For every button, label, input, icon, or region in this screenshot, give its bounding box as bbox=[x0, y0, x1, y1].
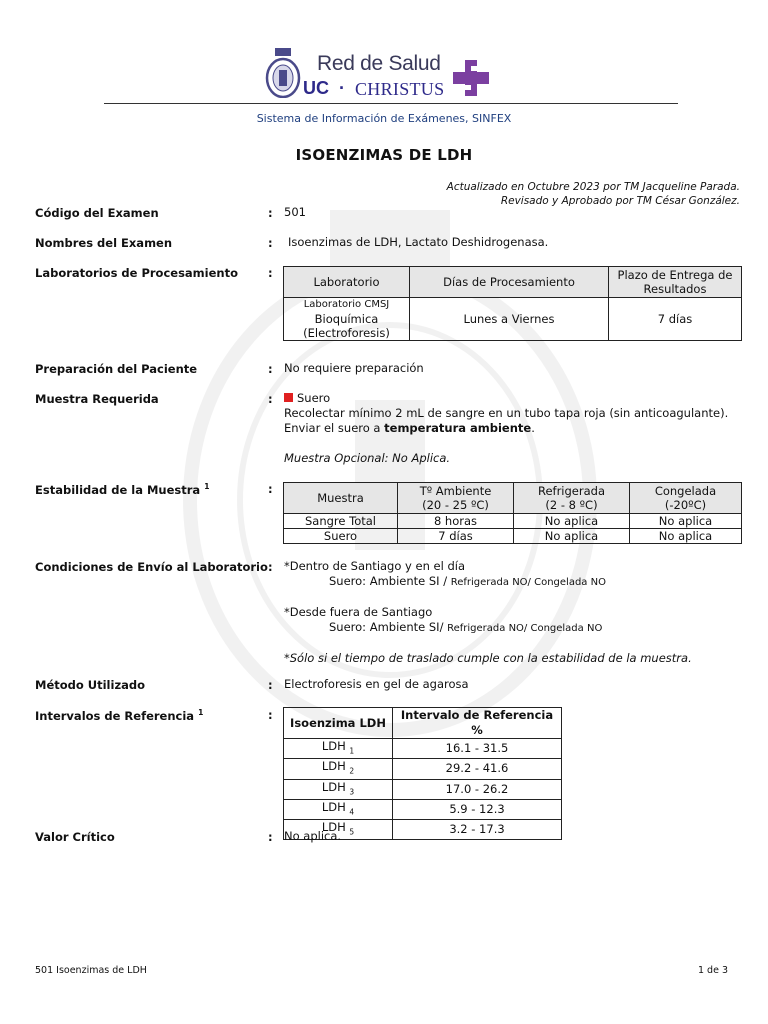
muestra-value bbox=[284, 391, 728, 466]
colon: : bbox=[268, 392, 273, 406]
lab-method: (Electroforesis) bbox=[303, 326, 390, 340]
update-info bbox=[447, 180, 740, 208]
system-name: Sistema de Información de Exámenes, SINFEX bbox=[256, 112, 512, 125]
logo-christus: CHRISTUS bbox=[355, 79, 445, 99]
lab-header-plazo: Plazo de Entrega de Resultados bbox=[609, 267, 742, 298]
codigo-value: 501 bbox=[284, 205, 306, 219]
muestra-tipo-row bbox=[284, 391, 728, 406]
lab-header-dias: Días de Procesamiento bbox=[410, 267, 609, 298]
table-row bbox=[284, 759, 562, 779]
ref-isoenzyme bbox=[284, 739, 393, 759]
stab-header-text: Tº Ambiente bbox=[419, 484, 492, 498]
stab-cell: Suero bbox=[284, 529, 398, 544]
muestra-opcional: Muestra Opcional: No Aplica. bbox=[284, 451, 451, 465]
ref-isoenzyme bbox=[284, 799, 393, 819]
ref-isoenzyme-name: LDH bbox=[321, 799, 346, 814]
stab-cell: No aplica bbox=[630, 529, 742, 544]
condiciones-label: Condiciones de Envío al Laboratorio bbox=[35, 560, 268, 574]
colon: : bbox=[268, 362, 273, 376]
cond-fuera-ambiente: Suero: Ambiente SI/ bbox=[329, 620, 448, 634]
ref-isoenzyme bbox=[284, 759, 393, 779]
estabilidad-label-text: Estabilidad de la Muestra bbox=[35, 482, 201, 497]
stab-header-text: Congelada bbox=[654, 484, 717, 498]
ref-isoenzyme-name: LDH bbox=[321, 759, 346, 774]
colon: : bbox=[268, 708, 273, 722]
stab-header-range: (2 - 8 ºC) bbox=[545, 498, 598, 512]
header-divider bbox=[104, 103, 678, 104]
laboratorios-label: Laboratorios de Procesamiento bbox=[35, 266, 238, 280]
colon: : bbox=[268, 830, 273, 844]
reference-table bbox=[283, 707, 562, 840]
preparacion-value: No requiere preparación bbox=[284, 361, 424, 375]
logo-uc: UC bbox=[303, 78, 329, 98]
ref-isoenzyme bbox=[284, 779, 393, 799]
intervalos-label bbox=[35, 708, 203, 723]
cond-santiago-detail bbox=[284, 574, 692, 590]
critico-value: No aplica. bbox=[284, 829, 342, 843]
estabilidad-label bbox=[35, 482, 209, 497]
nombres-label: Nombres del Examen bbox=[35, 236, 173, 250]
muestra-tipo: Suero bbox=[297, 391, 331, 405]
ref-isoenzyme-sub: 3 bbox=[349, 786, 355, 796]
lab-table bbox=[283, 266, 742, 341]
metodo-value: Electroforesis en gel de agarosa bbox=[284, 677, 469, 691]
updated-line: Actualizado en Octubre 2023 por TM Jacqueline Parada. bbox=[446, 181, 740, 193]
christus-cross-icon bbox=[451, 58, 491, 98]
codigo-label: Código del Examen bbox=[35, 206, 159, 220]
ref-header-intervalo: Intervalo de Referencia % bbox=[393, 708, 562, 739]
footer-page-number: 1 de 3 bbox=[697, 965, 728, 976]
ref-isoenzyme-name: LDH bbox=[321, 820, 346, 835]
stab-header-muestra bbox=[284, 483, 398, 514]
lab-name: Laboratorio CMSJ bbox=[303, 299, 390, 310]
ref-isoenzyme-name: LDH bbox=[321, 779, 346, 794]
cond-santiago: *Dentro de Santiago y en el día bbox=[284, 559, 466, 573]
reviewed-line: Revisado y Aprobado por TM César González. bbox=[500, 195, 740, 207]
colon: : bbox=[268, 206, 273, 220]
colon: : bbox=[268, 560, 273, 574]
lab-area: Bioquímica bbox=[314, 312, 379, 326]
stab-header-text: Muestra bbox=[317, 491, 364, 505]
stab-cell: No aplica bbox=[514, 514, 630, 529]
stab-cell: 8 horas bbox=[398, 514, 514, 529]
metodo-label: Método Utilizado bbox=[35, 678, 146, 692]
condiciones-value bbox=[284, 559, 692, 666]
ref-range: 5.9 - 12.3 bbox=[393, 799, 562, 819]
cond-santiago-ambiente: Suero: Ambiente SI / bbox=[329, 574, 451, 588]
critico-label: Valor Crítico bbox=[35, 830, 115, 844]
cond-fuera-otros: Refrigerada NO/ Congelada NO bbox=[447, 623, 603, 634]
stab-cell: No aplica bbox=[630, 514, 742, 529]
colon: : bbox=[268, 236, 273, 250]
logo-red-de-salud: Red de Salud bbox=[317, 52, 441, 75]
stab-header-ambiente bbox=[398, 483, 514, 514]
muestra-envio-text: Enviar el suero a bbox=[284, 421, 385, 435]
cond-santiago-otros: Refrigerada NO/ Congelada NO bbox=[450, 577, 606, 588]
stab-cell: Sangre Total bbox=[284, 514, 398, 529]
stab-header-range: (-20ºC) bbox=[664, 498, 707, 512]
ref-range: 3.2 - 17.3 bbox=[393, 820, 562, 840]
logo bbox=[265, 46, 495, 102]
muestra-instruccion: Recolectar mínimo 2 mL de sangre en un tubo tapa roja (sin anticoagulante). bbox=[284, 406, 729, 420]
table-row bbox=[284, 739, 562, 759]
lab-header-laboratorio: Laboratorio bbox=[284, 267, 410, 298]
table-row bbox=[284, 529, 742, 544]
muestra-label: Muestra Requerida bbox=[35, 392, 159, 406]
colon: : bbox=[268, 678, 273, 692]
stab-header-text: Refrigerada bbox=[537, 484, 606, 498]
intervalos-footnote: 1 bbox=[198, 708, 204, 717]
table-row bbox=[284, 514, 742, 529]
red-tube-marker-icon bbox=[284, 393, 293, 402]
cond-nota: *Sólo si el tiempo de traslado cumple con la estabilidad de la muestra. bbox=[284, 651, 692, 665]
stab-cell: 7 días bbox=[398, 529, 514, 544]
ref-isoenzyme-name: LDH bbox=[321, 739, 346, 753]
ref-header-isoenzima: Isoenzima LDH bbox=[284, 708, 393, 739]
lab-cell-laboratorio bbox=[284, 298, 410, 341]
page-title: ISOENZIMAS DE LDH bbox=[295, 146, 473, 164]
ref-isoenzyme-sub: 5 bbox=[349, 827, 355, 837]
ref-isoenzyme-sub: 4 bbox=[349, 807, 355, 817]
table-row bbox=[284, 799, 562, 819]
muestra-envio-temp: temperatura ambiente bbox=[384, 421, 532, 435]
ref-range: 29.2 - 41.6 bbox=[393, 759, 562, 779]
uc-seal-icon bbox=[265, 48, 301, 98]
colon: : bbox=[268, 482, 273, 496]
intervalos-label-text: Intervalos de Referencia bbox=[35, 708, 195, 723]
nombres-value: Isoenzimas de LDH, Lactato Deshidrogenasa. bbox=[288, 235, 549, 249]
ref-range: 17.0 - 26.2 bbox=[393, 779, 562, 799]
lab-cell-dias: Lunes a Viernes bbox=[410, 298, 609, 341]
ref-range: 16.1 - 31.5 bbox=[393, 739, 562, 759]
lab-cell-plazo: 7 días bbox=[609, 298, 742, 341]
stab-cell: No aplica bbox=[514, 529, 630, 544]
logo-dot: · bbox=[339, 78, 345, 98]
colon: : bbox=[268, 266, 273, 280]
ref-isoenzyme-sub: 2 bbox=[349, 766, 355, 776]
stab-header-refrigerada bbox=[514, 483, 630, 514]
stab-header-congelada bbox=[630, 483, 742, 514]
table-row bbox=[284, 779, 562, 799]
cond-fuera: *Desde fuera de Santiago bbox=[284, 605, 433, 619]
muestra-envio bbox=[284, 421, 728, 436]
cond-fuera-detail bbox=[284, 620, 692, 636]
footer-doc-name: 501 Isoenzimas de LDH bbox=[35, 965, 147, 976]
stab-header-range: (20 - 25 ºC) bbox=[422, 498, 489, 512]
muestra-envio-end: . bbox=[531, 421, 535, 435]
stability-table bbox=[283, 482, 742, 544]
estabilidad-footnote: 1 bbox=[204, 482, 210, 491]
preparacion-label: Preparación del Paciente bbox=[35, 362, 198, 376]
ref-isoenzyme-sub: 1 bbox=[349, 746, 355, 756]
